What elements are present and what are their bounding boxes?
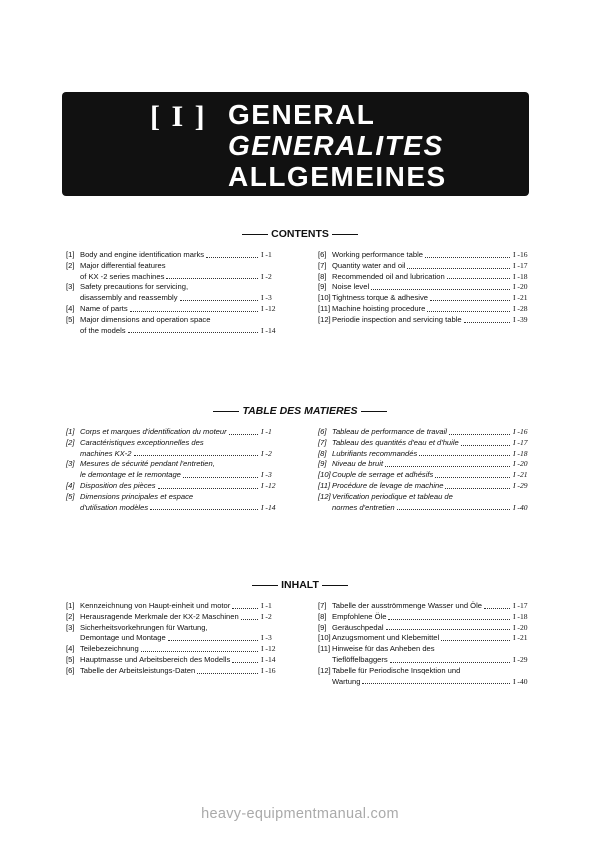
toc-entry: [318, 470, 543, 481]
heading-rule: [252, 585, 278, 586]
toc-entry: [66, 655, 291, 666]
toc-entry-number: [4]: [66, 644, 75, 654]
toc-entry-label: Tableau de performance de travail: [332, 427, 447, 436]
chapter-number: [ I ]: [150, 100, 207, 133]
dot-leader: [390, 655, 510, 663]
dot-leader: [150, 503, 258, 511]
toc-entry: [66, 261, 291, 272]
toc-entry-number: [6]: [318, 250, 327, 259]
chapter-title-en: GENERAL: [228, 99, 376, 130]
toc-entry: [318, 250, 543, 261]
toc-entry-label: Working performance table: [332, 250, 424, 259]
toc-entry-number: [8]: [318, 448, 327, 458]
dot-leader: [419, 449, 510, 457]
dot-leader: [435, 470, 510, 478]
toc-entry: [66, 503, 291, 514]
toc-entry-number: [1]: [66, 250, 75, 259]
toc-entry-page: [513, 492, 543, 503]
dot-leader: [183, 470, 258, 478]
toc-entry: [318, 601, 543, 612]
toc-entry-label: Geräuschpedal: [332, 622, 384, 632]
dot-leader: [141, 644, 258, 652]
dot-leader: [371, 282, 510, 290]
toc-entry-page: I -21: [513, 293, 528, 303]
toc-entry-page: I -3: [261, 293, 272, 303]
dot-leader: [441, 633, 510, 641]
toc-entry: [318, 427, 543, 438]
toc-entry-number: [11]: [318, 644, 331, 654]
toc-entry: [66, 470, 291, 481]
toc-entry-page: I -2: [261, 611, 272, 621]
chapter-banner: [62, 92, 529, 196]
dot-leader: [158, 481, 258, 489]
dot-leader: [241, 612, 258, 620]
toc-entry-label: Major dimensions and operation space: [80, 314, 211, 324]
footer-watermark: heavy-equipmentmanual.com: [201, 806, 399, 822]
toc-entry-page: [513, 644, 543, 655]
toc-entry-page: I -21: [513, 633, 528, 643]
toc-entry: [66, 459, 291, 470]
toc-entry-page: I -2: [261, 448, 272, 458]
toc-entry-page: [261, 261, 291, 272]
toc-entry-label: Safety precautions for servicing,: [80, 282, 189, 292]
toc-entry-label: Tabelle für Periodische Insqektion und: [332, 665, 461, 675]
toc-entry-page: I -3: [261, 633, 272, 643]
dot-leader: [397, 503, 510, 511]
dot-leader: [388, 612, 510, 620]
toc-entry-page: I -17: [513, 601, 528, 610]
toc-entry: [66, 250, 291, 261]
toc-entry-page: I -16: [513, 250, 528, 259]
toc-entry-page: I -16: [513, 427, 528, 436]
toc-entry-label: machines KX-2: [80, 448, 132, 458]
toc-entry-page: I -14: [261, 502, 276, 512]
toc-entry: [318, 612, 543, 623]
toc-entry-number: [5]: [66, 314, 75, 324]
dot-leader: [232, 601, 258, 609]
matieres-list-left: [66, 427, 291, 513]
toc-entry-label: Herausragende Merkmale der KX-2 Maschinen: [80, 611, 239, 621]
dot-leader: [386, 623, 510, 631]
toc-entry-page: I -16: [261, 665, 276, 675]
dot-leader: [217, 459, 258, 467]
toc-entry-label: Procédure de levage de machine: [332, 480, 444, 490]
toc-entry-page: I -12: [261, 644, 276, 654]
dot-leader: [212, 315, 258, 323]
toc-entry-page: I -1: [261, 601, 272, 610]
toc-entry-number: [5]: [66, 491, 75, 501]
toc-entry-page: I -28: [513, 303, 528, 313]
toc-entry-label: Tabelle der Arbeitsleistungs-Daten: [80, 665, 196, 675]
dot-leader: [197, 666, 258, 674]
toc-entry: [318, 644, 543, 655]
toc-entry-label: Verification periodique et tableau de: [332, 491, 453, 501]
toc-entry-page: I -29: [513, 480, 528, 490]
toc-entry: [66, 623, 291, 634]
toc-entry-label: Lubrifiants recommandés: [332, 448, 418, 458]
toc-entry-number: [2]: [66, 260, 75, 270]
toc-entry-page: [513, 666, 543, 677]
toc-entry-label: Tabelle der ausströmmenge Wasser und Öle: [332, 601, 482, 610]
toc-entry-number: [4]: [66, 303, 75, 313]
toc-entry-label: Couple de serrage et adhésifs: [332, 470, 434, 480]
dot-leader: [407, 261, 510, 269]
toc-entry-page: I -1: [261, 427, 272, 436]
inhalt-heading: INHALT: [0, 579, 600, 591]
toc-entry-page: I -21: [513, 470, 528, 480]
toc-entry-page: I -20: [513, 622, 528, 632]
dot-leader: [455, 492, 510, 500]
dot-leader: [430, 293, 510, 301]
toc-entry-label: Kennzeichnung von Haupt-einheit und motor: [80, 601, 231, 610]
toc-entry: [66, 644, 291, 655]
toc-entry-label: Sicherheitsvorkehrungen für Wartung,: [80, 622, 208, 632]
toc-entry-label: Tableau des quantités d'eau et d'huile: [332, 437, 459, 447]
dot-leader: [134, 449, 259, 457]
toc-entry-page: [261, 459, 291, 470]
toc-entry-number: [1]: [66, 601, 75, 610]
heading-rule: [322, 585, 348, 586]
toc-entry: [318, 623, 543, 634]
toc-entry-number: [3]: [66, 282, 75, 292]
toc-entry-page: [261, 438, 291, 449]
toc-entry-number: [3]: [66, 459, 75, 469]
toc-entry-label: Hauptmasse und Arbeitsbereich des Modells: [80, 654, 231, 664]
toc-entry-number: [3]: [66, 622, 75, 632]
toc-entry-label: normes d'entretien: [332, 502, 395, 512]
toc-entry-page: I -3: [261, 470, 272, 480]
dot-leader: [464, 315, 510, 323]
toc-entry-number: [9]: [318, 459, 327, 469]
toc-entry-label: of the models: [80, 325, 126, 335]
toc-entry: [66, 492, 291, 503]
toc-entry: [66, 666, 291, 677]
toc-entry-label: Quantity water and oil: [332, 260, 406, 270]
dot-leader: [232, 655, 258, 663]
dot-leader: [447, 272, 510, 280]
toc-entry: [66, 326, 291, 337]
dot-leader: [437, 644, 510, 652]
toc-entry: [318, 315, 543, 326]
toc-entry: [318, 261, 543, 272]
toc-entry-page: [261, 315, 291, 326]
contents-list-right: [318, 250, 543, 326]
toc-entry-label: Wartung: [332, 676, 361, 686]
toc-entry: [318, 677, 543, 688]
dot-leader: [206, 438, 258, 446]
toc-entry-label: Dimensions principales et espace: [80, 491, 194, 501]
dot-leader: [190, 282, 258, 290]
toc-entry-page: I -1: [261, 250, 272, 259]
dot-leader: [427, 304, 510, 312]
toc-entry: [318, 481, 543, 492]
toc-entry-label: Machine hoisting procedure: [332, 303, 426, 313]
toc-entry-page: I -39: [513, 314, 528, 324]
toc-entry-number: [6]: [318, 427, 327, 436]
dot-leader: [462, 666, 510, 674]
dot-leader: [229, 427, 258, 435]
toc-entry-number: [10]: [318, 633, 331, 643]
toc-entry-number: [12]: [318, 314, 331, 324]
toc-entry-number: [2]: [66, 611, 75, 621]
toc-entry-page: I -18: [513, 611, 528, 621]
toc-entry-number: [4]: [66, 480, 75, 490]
toc-entry-number: [12]: [318, 665, 331, 675]
toc-entry: [318, 655, 543, 666]
toc-entry-label: Caractéristiques exceptionnelles des: [80, 437, 204, 447]
dot-leader: [210, 623, 258, 631]
toc-entry: [66, 282, 291, 293]
chapter-title-de: ALLGEMEINES: [228, 161, 447, 192]
toc-entry-page: I -14: [261, 654, 276, 664]
toc-entry-page: I -12: [261, 480, 276, 490]
toc-entry: [318, 492, 543, 503]
toc-entry-number: [1]: [66, 427, 75, 436]
toc-entry-label: Empfohlene Öle: [332, 611, 387, 621]
toc-entry-page: I -29: [513, 654, 528, 664]
toc-entry-page: [261, 282, 291, 293]
dot-leader: [206, 250, 258, 258]
toc-entry-label: Niveau de bruit: [332, 459, 384, 469]
toc-entry: [318, 449, 543, 460]
toc-entry-label: Periodie inspection and servicing table: [332, 314, 462, 324]
chapter-title-fr: GENERALITES: [228, 130, 444, 161]
toc-entry-label: Demontage und Montage: [80, 633, 166, 643]
toc-entry-page: I -17: [513, 437, 528, 447]
toc-entry: [318, 293, 543, 304]
toc-entry-label: Anzugsmoment und Klebemittel: [332, 633, 440, 643]
contents-list-left: [66, 250, 291, 336]
toc-entry-label: Hinweise für das Anheben des: [332, 644, 435, 654]
dot-leader: [425, 250, 510, 258]
toc-entry: [66, 293, 291, 304]
toc-entry: [318, 272, 543, 283]
toc-entry-number: [7]: [318, 437, 327, 447]
toc-entry: [66, 612, 291, 623]
toc-entry-label: Teilebezeichnung: [80, 644, 139, 654]
dot-leader: [385, 459, 510, 467]
dot-leader: [484, 601, 510, 609]
toc-entry-label: Body and engine identification marks: [80, 250, 205, 259]
toc-entry: [318, 503, 543, 514]
heading-rule: [332, 234, 358, 235]
toc-entry: [66, 481, 291, 492]
dot-leader: [168, 261, 258, 269]
dot-leader: [180, 293, 259, 301]
toc-entry-label: Corps et marques d'identification du moteur: [80, 427, 227, 436]
toc-entry-label: Recommended oil and lubrication: [332, 271, 445, 281]
toc-entry: [318, 633, 543, 644]
toc-entry: [66, 304, 291, 315]
toc-entry: [318, 304, 543, 315]
toc-entry-number: [8]: [318, 611, 327, 621]
toc-entry-page: I -18: [513, 271, 528, 281]
matieres-list-right: [318, 427, 543, 513]
toc-entry-number: [7]: [318, 601, 327, 610]
toc-entry-number: [12]: [318, 491, 331, 501]
toc-entry-label: Major differential features: [80, 260, 166, 270]
toc-entry-page: I -40: [513, 676, 528, 686]
toc-entry-number: [6]: [66, 665, 75, 675]
toc-entry-page: I -12: [261, 303, 276, 313]
matieres-heading: TABLE DES MATIERES: [0, 405, 600, 417]
toc-entry-page: I -17: [513, 260, 528, 270]
toc-entry-page: I -18: [513, 448, 528, 458]
heading-rule: [361, 411, 387, 412]
toc-entry-number: [10]: [318, 470, 331, 480]
dot-leader: [128, 326, 258, 334]
dot-leader: [130, 304, 258, 312]
toc-entry-number: [7]: [318, 260, 327, 270]
toc-entry: [318, 438, 543, 449]
heading-rule: [242, 234, 268, 235]
toc-entry-label: Noise level: [332, 282, 370, 292]
toc-entry-number: [11]: [318, 480, 331, 490]
toc-entry-page: I -20: [513, 282, 528, 292]
contents-heading: CONTENTS: [0, 228, 600, 240]
toc-entry-page: I -2: [261, 271, 272, 281]
dot-leader: [168, 633, 258, 641]
toc-entry-page: I -40: [513, 502, 528, 512]
heading-rule: [213, 411, 239, 412]
dot-leader: [195, 492, 258, 500]
toc-entry: [318, 666, 543, 677]
toc-entry-number: [2]: [66, 437, 75, 447]
toc-entry-page: I -20: [513, 459, 528, 469]
dot-leader: [461, 438, 510, 446]
toc-entry: [66, 601, 291, 612]
toc-entry: [66, 633, 291, 644]
toc-entry-label: le demontage et le remontage: [80, 470, 181, 480]
dot-leader: [362, 677, 510, 685]
toc-entry-label: disassembly and reassembly: [80, 293, 178, 303]
toc-entry: [66, 438, 291, 449]
toc-entry-number: [8]: [318, 271, 327, 281]
inhalt-list-left: [66, 601, 291, 677]
toc-entry-label: Name of parts: [80, 303, 128, 313]
dot-leader: [449, 427, 510, 435]
toc-entry-number: [10]: [318, 293, 331, 303]
toc-entry-page: [261, 492, 291, 503]
toc-entry-number: [5]: [66, 654, 75, 664]
dot-leader: [445, 481, 510, 489]
toc-entry-label: Disposition des pièces: [80, 480, 156, 490]
toc-entry-label: Tightness torque & adhesive: [332, 293, 428, 303]
dot-leader: [166, 272, 258, 280]
toc-entry-number: [9]: [318, 282, 327, 292]
toc-entry-label: Tieflöffelbaggers: [332, 654, 388, 664]
toc-entry: [318, 459, 543, 470]
toc-entry: [318, 282, 543, 293]
toc-entry-label: d'utilisation modèles: [80, 502, 149, 512]
inhalt-list-right: [318, 601, 543, 687]
toc-entry-page: I -14: [261, 325, 276, 335]
toc-entry: [66, 315, 291, 326]
toc-entry: [66, 427, 291, 438]
toc-entry-number: [11]: [318, 303, 331, 313]
toc-entry: [66, 449, 291, 460]
toc-entry: [66, 272, 291, 283]
toc-entry-label: Mesures de sécurité pendant l'entretien,: [80, 459, 215, 469]
toc-entry-number: [9]: [318, 622, 327, 632]
toc-entry-label: of KX -2 series machines: [80, 271, 165, 281]
toc-entry-page: [261, 623, 291, 634]
